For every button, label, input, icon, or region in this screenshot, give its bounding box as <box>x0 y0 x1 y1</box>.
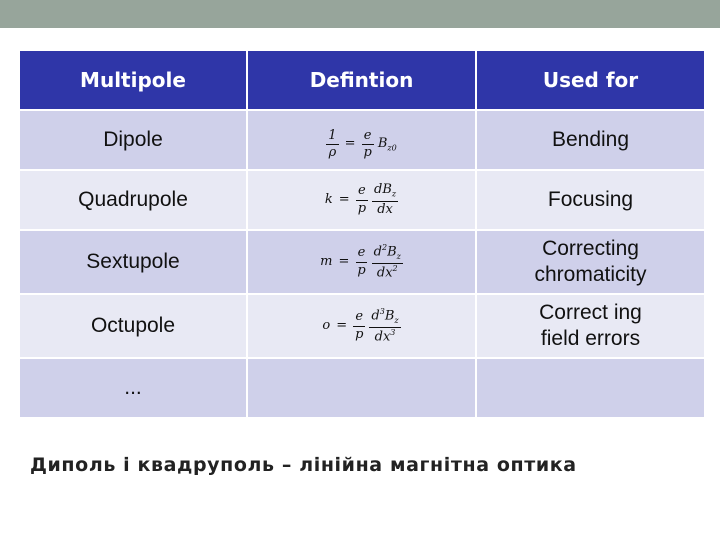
slide-caption: Диполь і квадруполь – лінійна магнітна оптика <box>30 454 577 476</box>
used-for: Correct ing field errors <box>476 294 705 358</box>
table-row <box>19 110 705 170</box>
used-for <box>476 358 705 418</box>
quadrupole-formula: k = $\frac{e}{p}$ $\frac{dB_z}{dx}$ <box>324 182 397 217</box>
used-for: Bending <box>476 110 705 170</box>
header-multipole: Multipole <box>19 50 247 110</box>
multipole-name: ... <box>19 358 247 418</box>
multipole-table <box>18 49 706 419</box>
table-row <box>19 170 705 230</box>
sextupole-formula: m = $\frac{e}{p}$ $\frac{d^2B_z}{dx^2}$ <box>320 242 401 280</box>
definition-formula <box>247 170 476 230</box>
used-for: Correcting chromaticity <box>476 230 705 294</box>
multipole-name: Dipole <box>19 110 247 170</box>
table-header-row <box>19 50 705 110</box>
multipole-name: Sextupole <box>19 230 247 294</box>
table-row <box>19 230 705 294</box>
octupole-formula: o = $\frac{e}{p}$ $\frac{d^3B_z}{dx^3}$ <box>322 306 399 344</box>
multipole-name: Octupole <box>19 294 247 358</box>
definition-formula <box>247 358 476 418</box>
dipole-formula: $\frac{1}{\rho}$ = $\frac{e}{p}$ $B_{z0}$ <box>328 127 397 160</box>
table-row <box>19 294 705 358</box>
definition-formula <box>247 294 476 358</box>
table-row <box>19 358 705 418</box>
header-definition: Defintion <box>247 50 476 110</box>
multipole-name: Quadrupole <box>19 170 247 230</box>
definition-formula <box>247 110 476 170</box>
header-used-for: Used for <box>476 50 705 110</box>
top-banner <box>0 0 720 28</box>
definition-formula <box>247 230 476 294</box>
used-for: Focusing <box>476 170 705 230</box>
